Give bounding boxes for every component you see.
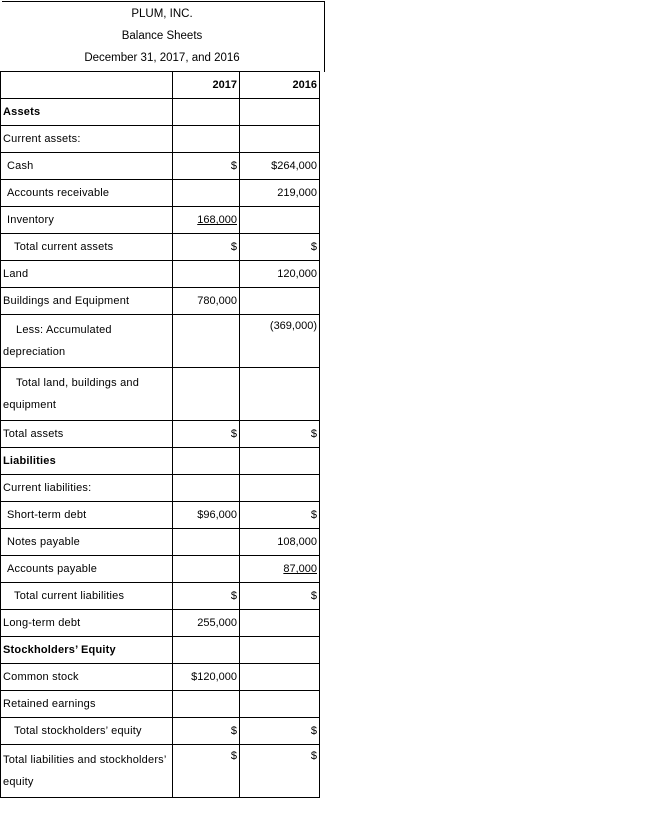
value-2017[interactable]: $120,000 bbox=[173, 664, 240, 691]
section-heading-assets: Assets bbox=[1, 99, 173, 126]
value-2017[interactable]: $ bbox=[173, 718, 240, 745]
table-row bbox=[1, 207, 320, 234]
value-2017[interactable] bbox=[173, 126, 240, 153]
value-2016[interactable]: $ bbox=[240, 745, 320, 798]
row-label: Retained earnings bbox=[1, 691, 173, 718]
report-dates: December 31, 2017, and 2016 bbox=[84, 52, 240, 64]
underlined-value: 168,000 bbox=[197, 214, 237, 226]
value-2016[interactable]: 120,000 bbox=[240, 261, 320, 288]
balance-sheet-table bbox=[0, 71, 320, 798]
value-2017[interactable] bbox=[173, 180, 240, 207]
row-label: Accounts receivable bbox=[1, 180, 173, 207]
row-label bbox=[1, 368, 173, 421]
table-row bbox=[1, 288, 320, 315]
value-2016[interactable] bbox=[240, 288, 320, 315]
value-2017[interactable]: $ bbox=[173, 234, 240, 261]
table-row bbox=[1, 583, 320, 610]
row-label: Land bbox=[1, 261, 173, 288]
value-2017[interactable] bbox=[173, 637, 240, 664]
value-2016[interactable] bbox=[240, 475, 320, 502]
value-2016[interactable]: $ bbox=[240, 502, 320, 529]
row-label-text: Total land, buildings and equipment bbox=[3, 377, 140, 411]
value-2017[interactable] bbox=[173, 556, 240, 583]
table-row bbox=[1, 421, 320, 448]
column-header-row bbox=[1, 72, 320, 99]
value-2016[interactable] bbox=[240, 691, 320, 718]
row-label: Total stockholders’ equity bbox=[1, 718, 173, 745]
value-2016[interactable]: $264,000 bbox=[240, 153, 320, 180]
row-label: Accounts payable bbox=[1, 556, 173, 583]
value-2017[interactable]: $ bbox=[173, 745, 240, 798]
table-row bbox=[1, 126, 320, 153]
row-label-text: Less: Accumulated depreciation bbox=[3, 324, 112, 358]
row-label: Current assets: bbox=[1, 126, 173, 153]
value-2016[interactable] bbox=[240, 637, 320, 664]
value-2016[interactable]: 108,000 bbox=[240, 529, 320, 556]
table-row bbox=[1, 315, 320, 368]
table-row bbox=[1, 502, 320, 529]
section-heading-liabilities: Liabilities bbox=[1, 448, 173, 475]
value-2016[interactable] bbox=[240, 126, 320, 153]
table-row bbox=[1, 368, 320, 421]
value-2016[interactable]: $ bbox=[240, 421, 320, 448]
value-2016[interactable] bbox=[240, 664, 320, 691]
value-2017[interactable] bbox=[173, 448, 240, 475]
value-2016[interactable] bbox=[240, 99, 320, 126]
row-label: Total assets bbox=[1, 421, 173, 448]
value-2016[interactable] bbox=[240, 448, 320, 475]
value-2017[interactable]: 255,000 bbox=[173, 610, 240, 637]
value-2016[interactable]: $ bbox=[240, 718, 320, 745]
table-row bbox=[1, 745, 320, 798]
row-label: Short-term debt bbox=[1, 502, 173, 529]
value-2016[interactable]: $ bbox=[240, 234, 320, 261]
table-row bbox=[1, 691, 320, 718]
value-2016[interactable] bbox=[240, 610, 320, 637]
row-label: Current liabilities: bbox=[1, 475, 173, 502]
report-title: Balance Sheets bbox=[121, 30, 203, 42]
row-label: Notes payable bbox=[1, 529, 173, 556]
table-row bbox=[1, 664, 320, 691]
underlined-value: 87,000 bbox=[283, 563, 317, 575]
table-row bbox=[1, 234, 320, 261]
value-2017[interactable] bbox=[173, 261, 240, 288]
year-2017-header: 2017 bbox=[173, 72, 240, 99]
row-label: Total liabilities and stockholders’ equity bbox=[1, 745, 173, 798]
row-label: Total current liabilities bbox=[1, 583, 173, 610]
table-row bbox=[1, 475, 320, 502]
value-2017[interactable]: $ bbox=[173, 421, 240, 448]
value-2017[interactable] bbox=[173, 207, 240, 234]
value-2016[interactable] bbox=[240, 556, 320, 583]
table-row bbox=[1, 180, 320, 207]
row-label: Long-term debt bbox=[1, 610, 173, 637]
value-2016[interactable]: 219,000 bbox=[240, 180, 320, 207]
value-2016[interactable] bbox=[240, 368, 320, 421]
table-row bbox=[1, 261, 320, 288]
table-row bbox=[1, 637, 320, 664]
table-row bbox=[1, 153, 320, 180]
value-2017[interactable] bbox=[173, 315, 240, 368]
value-2017[interactable] bbox=[173, 691, 240, 718]
label-header-cell bbox=[1, 72, 173, 99]
value-2016[interactable]: $ bbox=[240, 583, 320, 610]
value-2017[interactable] bbox=[173, 475, 240, 502]
year-2016-header: 2016 bbox=[240, 72, 320, 99]
table-row bbox=[1, 556, 320, 583]
table-row bbox=[1, 610, 320, 637]
table-row bbox=[1, 99, 320, 126]
value-2017[interactable]: 780,000 bbox=[173, 288, 240, 315]
row-label: Common stock bbox=[1, 664, 173, 691]
row-label: Buildings and Equipment bbox=[1, 288, 173, 315]
value-2016[interactable]: (369,000) bbox=[240, 315, 320, 368]
table-row bbox=[1, 718, 320, 745]
value-2017[interactable] bbox=[173, 99, 240, 126]
company-name: PLUM, INC. bbox=[131, 8, 193, 20]
section-heading-equity: Stockholders’ Equity bbox=[1, 637, 173, 664]
row-label: Total current assets bbox=[1, 234, 173, 261]
value-2017[interactable]: $ bbox=[173, 153, 240, 180]
value-2017[interactable]: $ bbox=[173, 583, 240, 610]
value-2017[interactable] bbox=[173, 368, 240, 421]
table-row bbox=[1, 529, 320, 556]
row-label: Cash bbox=[1, 153, 173, 180]
value-2016[interactable] bbox=[240, 207, 320, 234]
value-2017[interactable] bbox=[173, 529, 240, 556]
table-row bbox=[1, 448, 320, 475]
row-label bbox=[1, 315, 173, 368]
value-2017[interactable]: $96,000 bbox=[173, 502, 240, 529]
row-label: Inventory bbox=[1, 207, 173, 234]
